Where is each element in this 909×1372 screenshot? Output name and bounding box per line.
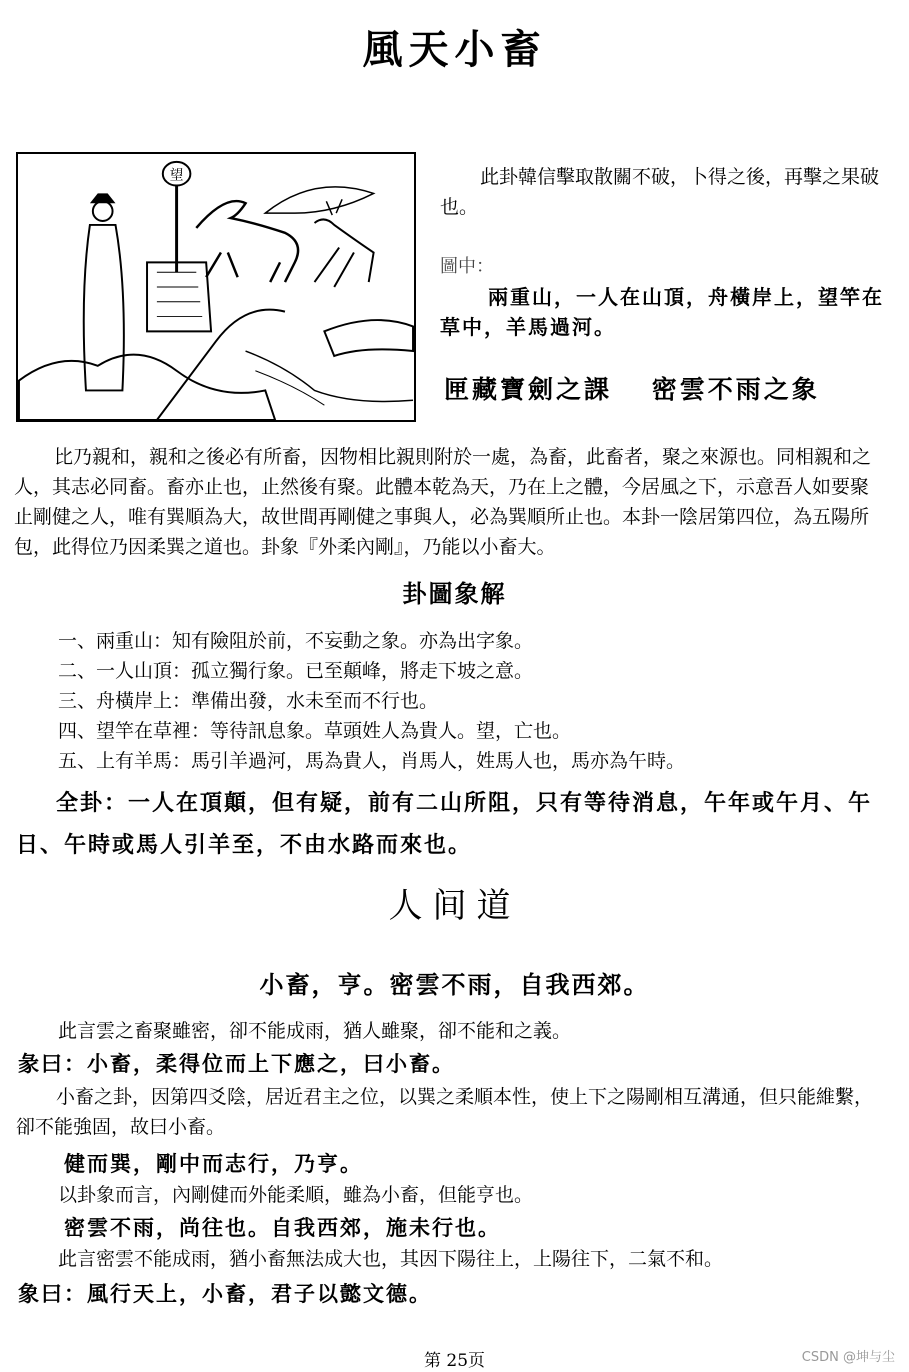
lesson-title: 匣藏寶劍之課 密雲不雨之象 — [444, 375, 820, 404]
tuan-text: 彖曰：小畜，柔得位而上下應之，曰小畜。 — [18, 1051, 455, 1076]
illustration-sign-text: 望 — [169, 167, 184, 184]
line-4: 密雲不雨，尚往也。自我西郊，施未行也。 — [64, 1215, 501, 1240]
commentary-2: 小畜之卦，因第四爻陰，居近君主之位，以巽之柔順本性，使上下之陽剛相互溝通，但只能維繫，卻不能強固，故曰小畜。 — [16, 1086, 874, 1138]
commentary-4: 此言密雲不能成雨，猶小畜無法成大也，其因下陽往上，上陽往下，二氣不和。 — [58, 1248, 724, 1270]
line-3: 健而巽，剛中而志行，乃亨。 — [64, 1151, 363, 1176]
figure-label: 圖中： — [440, 256, 494, 277]
section-title: 卦圖象解 — [402, 579, 507, 608]
list-item: 三、舟橫岸上：準備出發，水未至而不行也。 — [58, 690, 439, 712]
page-number: 第 25页 — [423, 1351, 486, 1371]
part-title: 人间道 — [388, 886, 521, 926]
figure-description: 兩重山，一人在山頂，舟橫岸上，望竿在草中，羊馬過河。 — [440, 285, 884, 339]
watermark: CSDN @坤与尘 — [801, 1350, 895, 1365]
main-paragraph: 比乃親和，親和之後必有所畜，因物相比親則附於一處，為畜，此畜者，聚之來源也。同相親和之人，其志必同畜。畜亦止也，止然後有聚。此體本乾為天，乃在上之體，今居風之下，示意吾人如要聚止剛健之人，唯有巽順為大，故世間再剛健之事與人，必為巽順所止也。本卦一陰居第四位，為五陽所包，此得位乃因柔巽之道也。卦象『外柔內剛』，乃能以小畜大。 — [14, 446, 872, 558]
list-item: 四、望竿在草裡：等待訊息象。草頭姓人為貴人。望，亡也。 — [58, 720, 572, 742]
intro-text: 此卦韓信擊取散關不破，卜得之後，再擊之果破也。 — [440, 166, 880, 218]
judgment-text: 小畜，亨。密雲不雨，自我西郊。 — [259, 970, 650, 999]
summary-text: 全卦：一人在頂顛，但有疑，前有二山所阻，只有等待消息，午年或午月、午日、午時或馬人引羊至，不由水路而來也。 — [16, 790, 873, 858]
list-item: 一、兩重山：知有險阻於前，不妄動之象。亦為出字象。 — [58, 630, 534, 652]
illustration-drawing — [18, 154, 414, 420]
list-item: 五、上有羊馬：馬引羊過河，馬為貴人，肖馬人，姓馬人也，馬亦為午時。 — [58, 750, 686, 772]
page-title: 風天小畜 — [362, 26, 547, 73]
commentary-3: 以卦象而言，內剛健而外能柔順，雖為小畜，但能亨也。 — [58, 1184, 534, 1206]
illustration — [16, 152, 416, 422]
list-item: 二、一人山頂：孤立獨行象。已至顛峰，將走下坡之意。 — [58, 660, 534, 682]
image-interpretation-list — [58, 626, 898, 776]
commentary-1: 此言雲之畜聚雖密，卻不能成雨，猶人雖聚，卻不能和之義。 — [58, 1020, 572, 1042]
xiang-text: 象曰：風行天上，小畜，君子以懿文德。 — [18, 1281, 432, 1306]
